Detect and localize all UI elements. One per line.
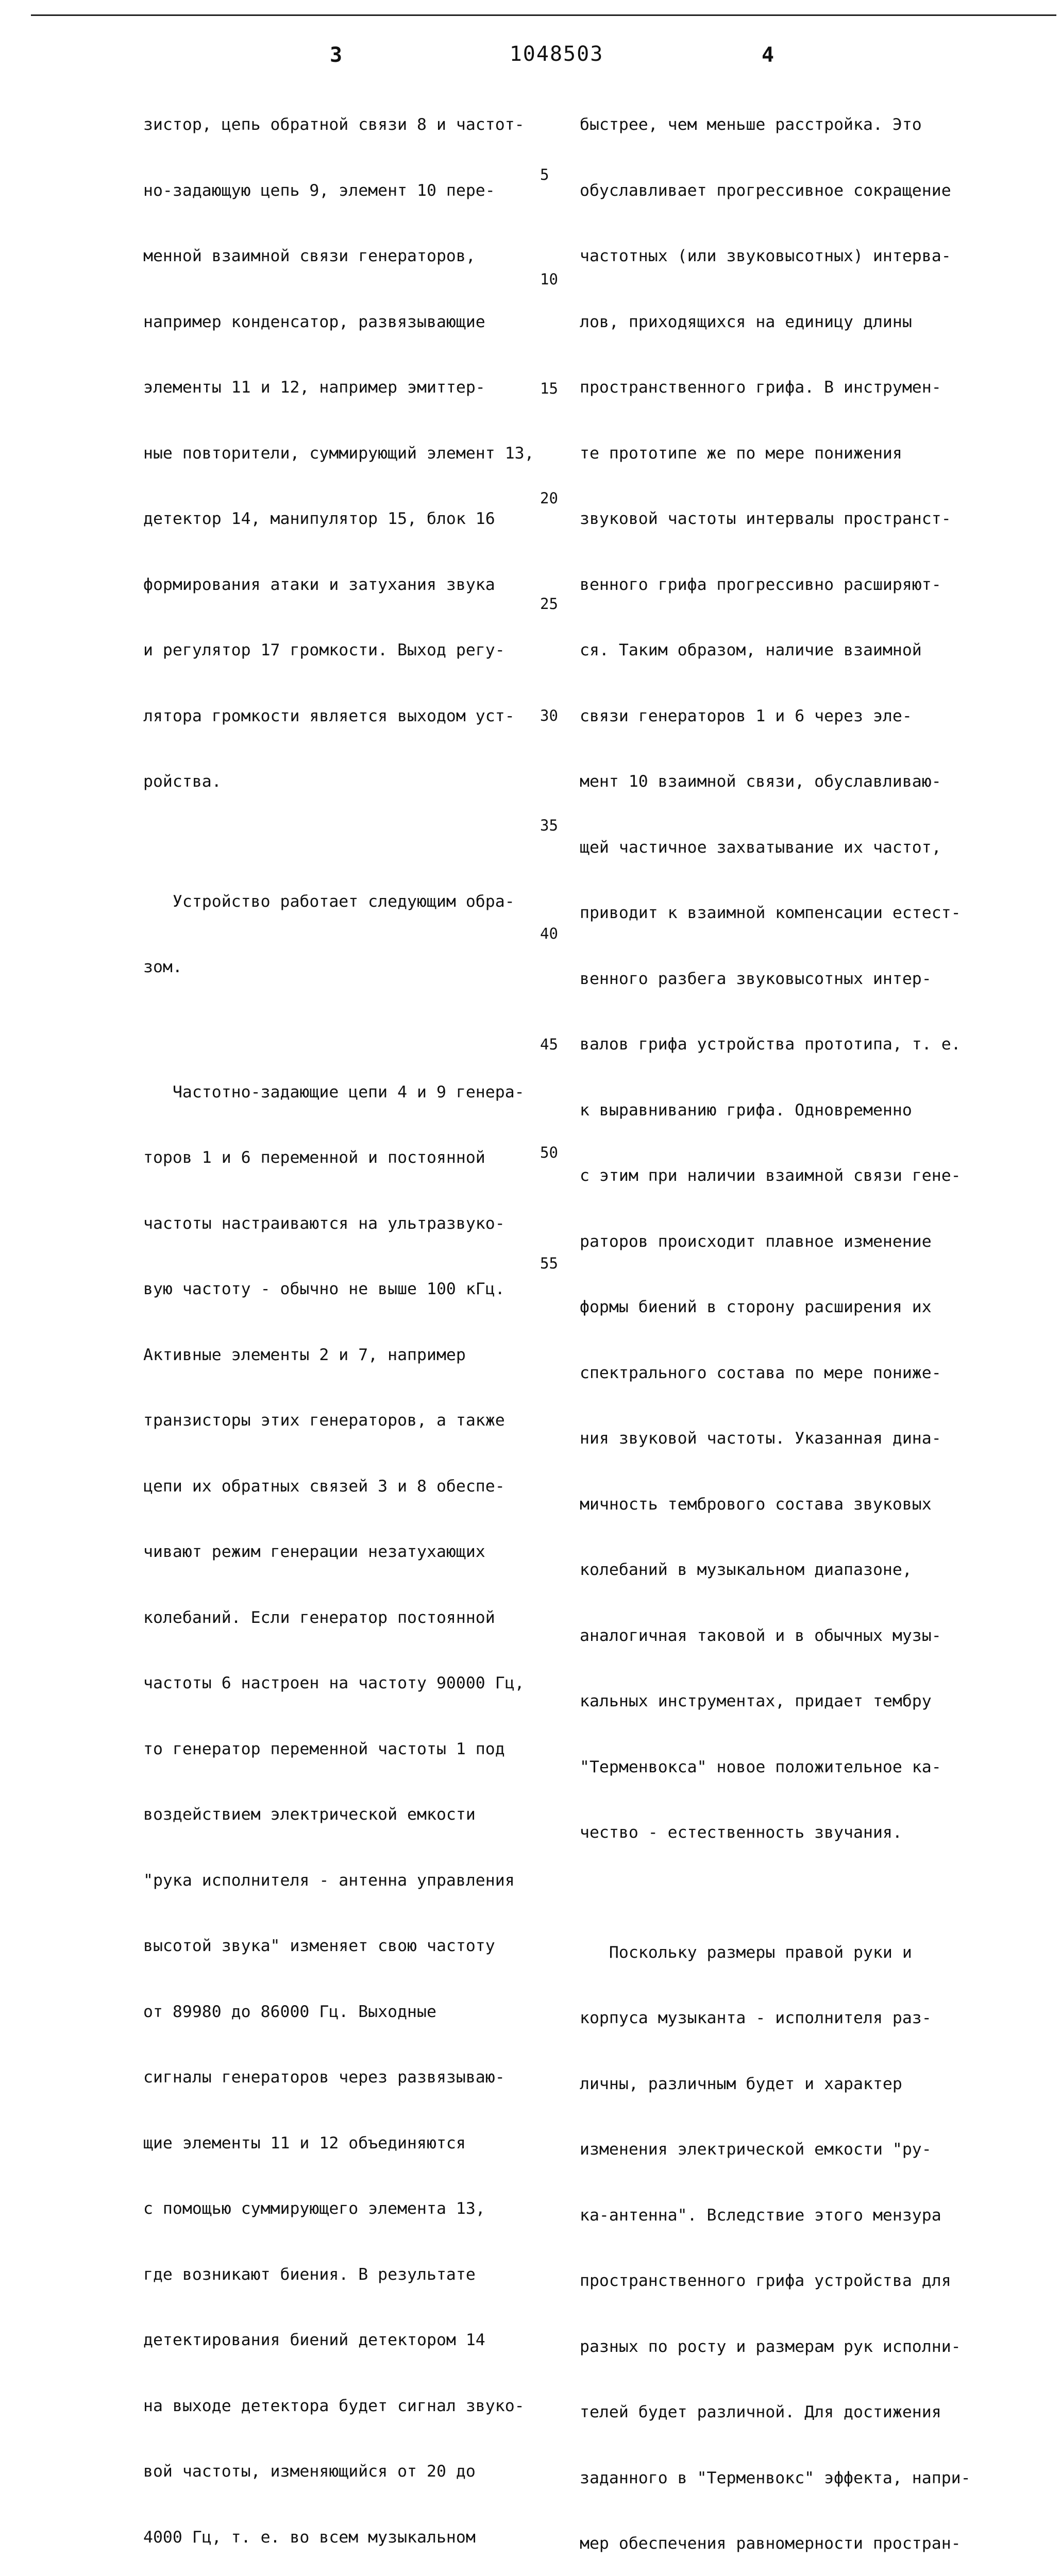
paragraph-gap <box>143 837 544 847</box>
text-line: к выравниванию грифа. Одновременно <box>580 1100 912 1120</box>
text-line: мичность тембрового состава звуковых <box>580 1495 932 1514</box>
text-line: пространственного грифа. В инструмен- <box>580 378 941 397</box>
text-line: то генератор переменной частоты 1 под <box>143 1739 505 1758</box>
text-line: с этим при наличии взаимной связи гене- <box>580 1166 961 1185</box>
text-line: лятора громкости является выходом уст- <box>143 706 515 725</box>
text-line: частоты 6 настроен на частоту 90000 Гц, <box>143 1674 525 1692</box>
paragraph-gap <box>580 1888 971 1898</box>
text-line: цепи их обратных связей 3 и 8 обеспе- <box>143 1477 505 1496</box>
line-number: 25 <box>540 595 558 613</box>
text-line: телей будет различной. Для достижения <box>580 2403 941 2421</box>
document-number: 1048503 <box>509 42 604 66</box>
paragraph-gap <box>143 1022 544 1038</box>
text-line: аналогичная таковой и в обычных музы- <box>580 1626 941 1645</box>
text-line: спектрального состава по мере пониже- <box>580 1363 941 1382</box>
text-line: детектирования биений детектором 14 <box>143 2331 485 2349</box>
text-line: колебаний в музыкальном диапазоне, <box>580 1561 912 1579</box>
text-line: торов 1 и 6 переменной и постоянной <box>143 1148 485 1167</box>
text-line: сигналы генераторов через развязываю- <box>143 2068 505 2087</box>
text-line: от 89980 до 86000 Гц. Выходные <box>143 2002 436 2021</box>
text-line: зистор, цепь обратной связи 8 и частот- <box>143 115 525 134</box>
left-column <box>143 70 544 2576</box>
text-line: кальных инструментах, придает тембру <box>580 1692 932 1710</box>
text-line: с помощью суммирующего элемента 13, <box>143 2199 485 2218</box>
text-line: частоты настраиваются на ультразвуко- <box>143 1214 505 1233</box>
right-column <box>580 70 971 2576</box>
page-number-right: 4 <box>762 43 774 67</box>
text-line: высотой звука" изменяет свою частоту <box>143 1937 495 1955</box>
text-line: звуковой частоты интервалы пространст- <box>580 510 951 528</box>
text-line: щей частичное захватывание их частот, <box>580 838 941 857</box>
line-number: 50 <box>540 1144 558 1161</box>
line-number: 30 <box>540 707 558 724</box>
text-line: ся. Таким образом, наличие взаимной <box>580 641 922 659</box>
text-line: детектор 14, манипулятор 15, блок 16 <box>143 510 495 528</box>
text-line: мер обеспечения равномерности простран- <box>580 2534 961 2553</box>
text-line: быстрее, чем меньше расстройка. Это <box>580 115 922 134</box>
text-line: связи генераторов 1 и 6 через эле- <box>580 706 912 725</box>
line-number: 15 <box>540 380 558 397</box>
text-line: обуславливает прогрессивное сокращение <box>580 181 951 200</box>
text-line: венного грифа прогрессивно расширяют- <box>580 575 941 594</box>
text-line: воздействием электрической емкости <box>143 1805 476 1824</box>
text-line: щие элементы 11 и 12 объединяются <box>143 2133 466 2153</box>
text-line: чество - естественность звучания. <box>580 1823 902 1842</box>
text-line: ка-антенна". Вследствие этого мензура <box>580 2206 941 2225</box>
text-line: раторов происходит плавное изменение <box>580 1232 932 1251</box>
text-line: "Терменвокса" новое положительное ка- <box>580 1757 941 1776</box>
text-line: колебаний. Если генератор постоянной <box>143 1608 495 1627</box>
text-line: Частотно-задающие цепи 4 и 9 генера- <box>143 1082 525 1101</box>
text-line: менной взаимной связи генераторов, <box>143 247 476 265</box>
line-number: 10 <box>540 270 558 288</box>
text-line: элементы 11 и 12, например эмиттер- <box>143 378 485 397</box>
line-number: 45 <box>540 1036 558 1053</box>
text-line: "рука исполнителя - антенна управления <box>143 1871 515 1890</box>
text-line: зом. <box>143 958 182 976</box>
text-line: ные повторители, суммирующий элемент 13, <box>143 444 534 463</box>
text-line: разных по росту и размерам рук исполни- <box>580 2337 961 2356</box>
top-rule <box>31 14 1056 16</box>
text-line: например конденсатор, развязывающие <box>143 312 485 331</box>
text-line: лов, приходящихся на единицу длины <box>580 312 912 331</box>
text-line: личны, различным будет и характер <box>580 2074 902 2093</box>
text-line: корпуса музыканта - исполнителя раз- <box>580 2009 932 2027</box>
text-line: пространственного грифа устройства для <box>580 2272 951 2290</box>
text-line: ройства. <box>143 772 222 791</box>
text-line: ния звуковой частоты. Указанная дина- <box>580 1429 941 1448</box>
text-line: те прототипе же по мере понижения <box>580 444 902 463</box>
text-line: вой частоты, изменяющийся от 20 до <box>143 2462 476 2481</box>
text-line: частотных (или звуковысотных) интерва- <box>580 247 951 265</box>
line-number: 40 <box>540 925 558 942</box>
text-line: венного разбега звуковысотных интер- <box>580 969 932 988</box>
line-number: 55 <box>540 1255 558 1272</box>
text-line: чивают режим генерации незатухающих <box>143 1543 485 1561</box>
text-line: где возникают биения. В результате <box>143 2265 476 2284</box>
text-line: на выходе детектора будет сигнал звуко- <box>143 2396 525 2415</box>
page-number-left: 3 <box>330 43 343 67</box>
text-line: приводит к взаимной компенсации естест- <box>580 904 961 922</box>
text-line: вую частоту - обычно не выше 100 кГц. <box>143 1280 505 1298</box>
text-line: Устройство работает следующим обра- <box>143 892 515 911</box>
line-number: 5 <box>540 166 549 183</box>
text-line: и регулятор 17 громкости. Выход регу- <box>143 641 505 659</box>
text-line: Поскольку размеры правой руки и <box>580 1943 912 1962</box>
text-line: но-задающую цепь 9, элемент 10 пере- <box>143 181 495 200</box>
text-line: формы биений в сторону расширения их <box>580 1298 932 1316</box>
text-line: изменения электрической емкости "ру- <box>580 2140 932 2159</box>
text-line: формирования атаки и затухания звука <box>143 575 495 594</box>
text-line: Активные элементы 2 и 7, например <box>143 1345 466 1364</box>
text-line: заданного в "Терменвокс" эффекта, напри- <box>580 2468 971 2487</box>
text-line: 4000 Гц, т. е. во всем музыкальном <box>143 2528 476 2547</box>
text-line: валов грифа устройства прототипа, т. е. <box>580 1035 961 1054</box>
text-line: транзисторы этих генераторов, а также <box>143 1411 505 1430</box>
line-number: 20 <box>540 489 558 507</box>
line-number: 35 <box>540 817 558 834</box>
text-line: мент 10 взаимной связи, обуславливаю- <box>580 772 941 791</box>
